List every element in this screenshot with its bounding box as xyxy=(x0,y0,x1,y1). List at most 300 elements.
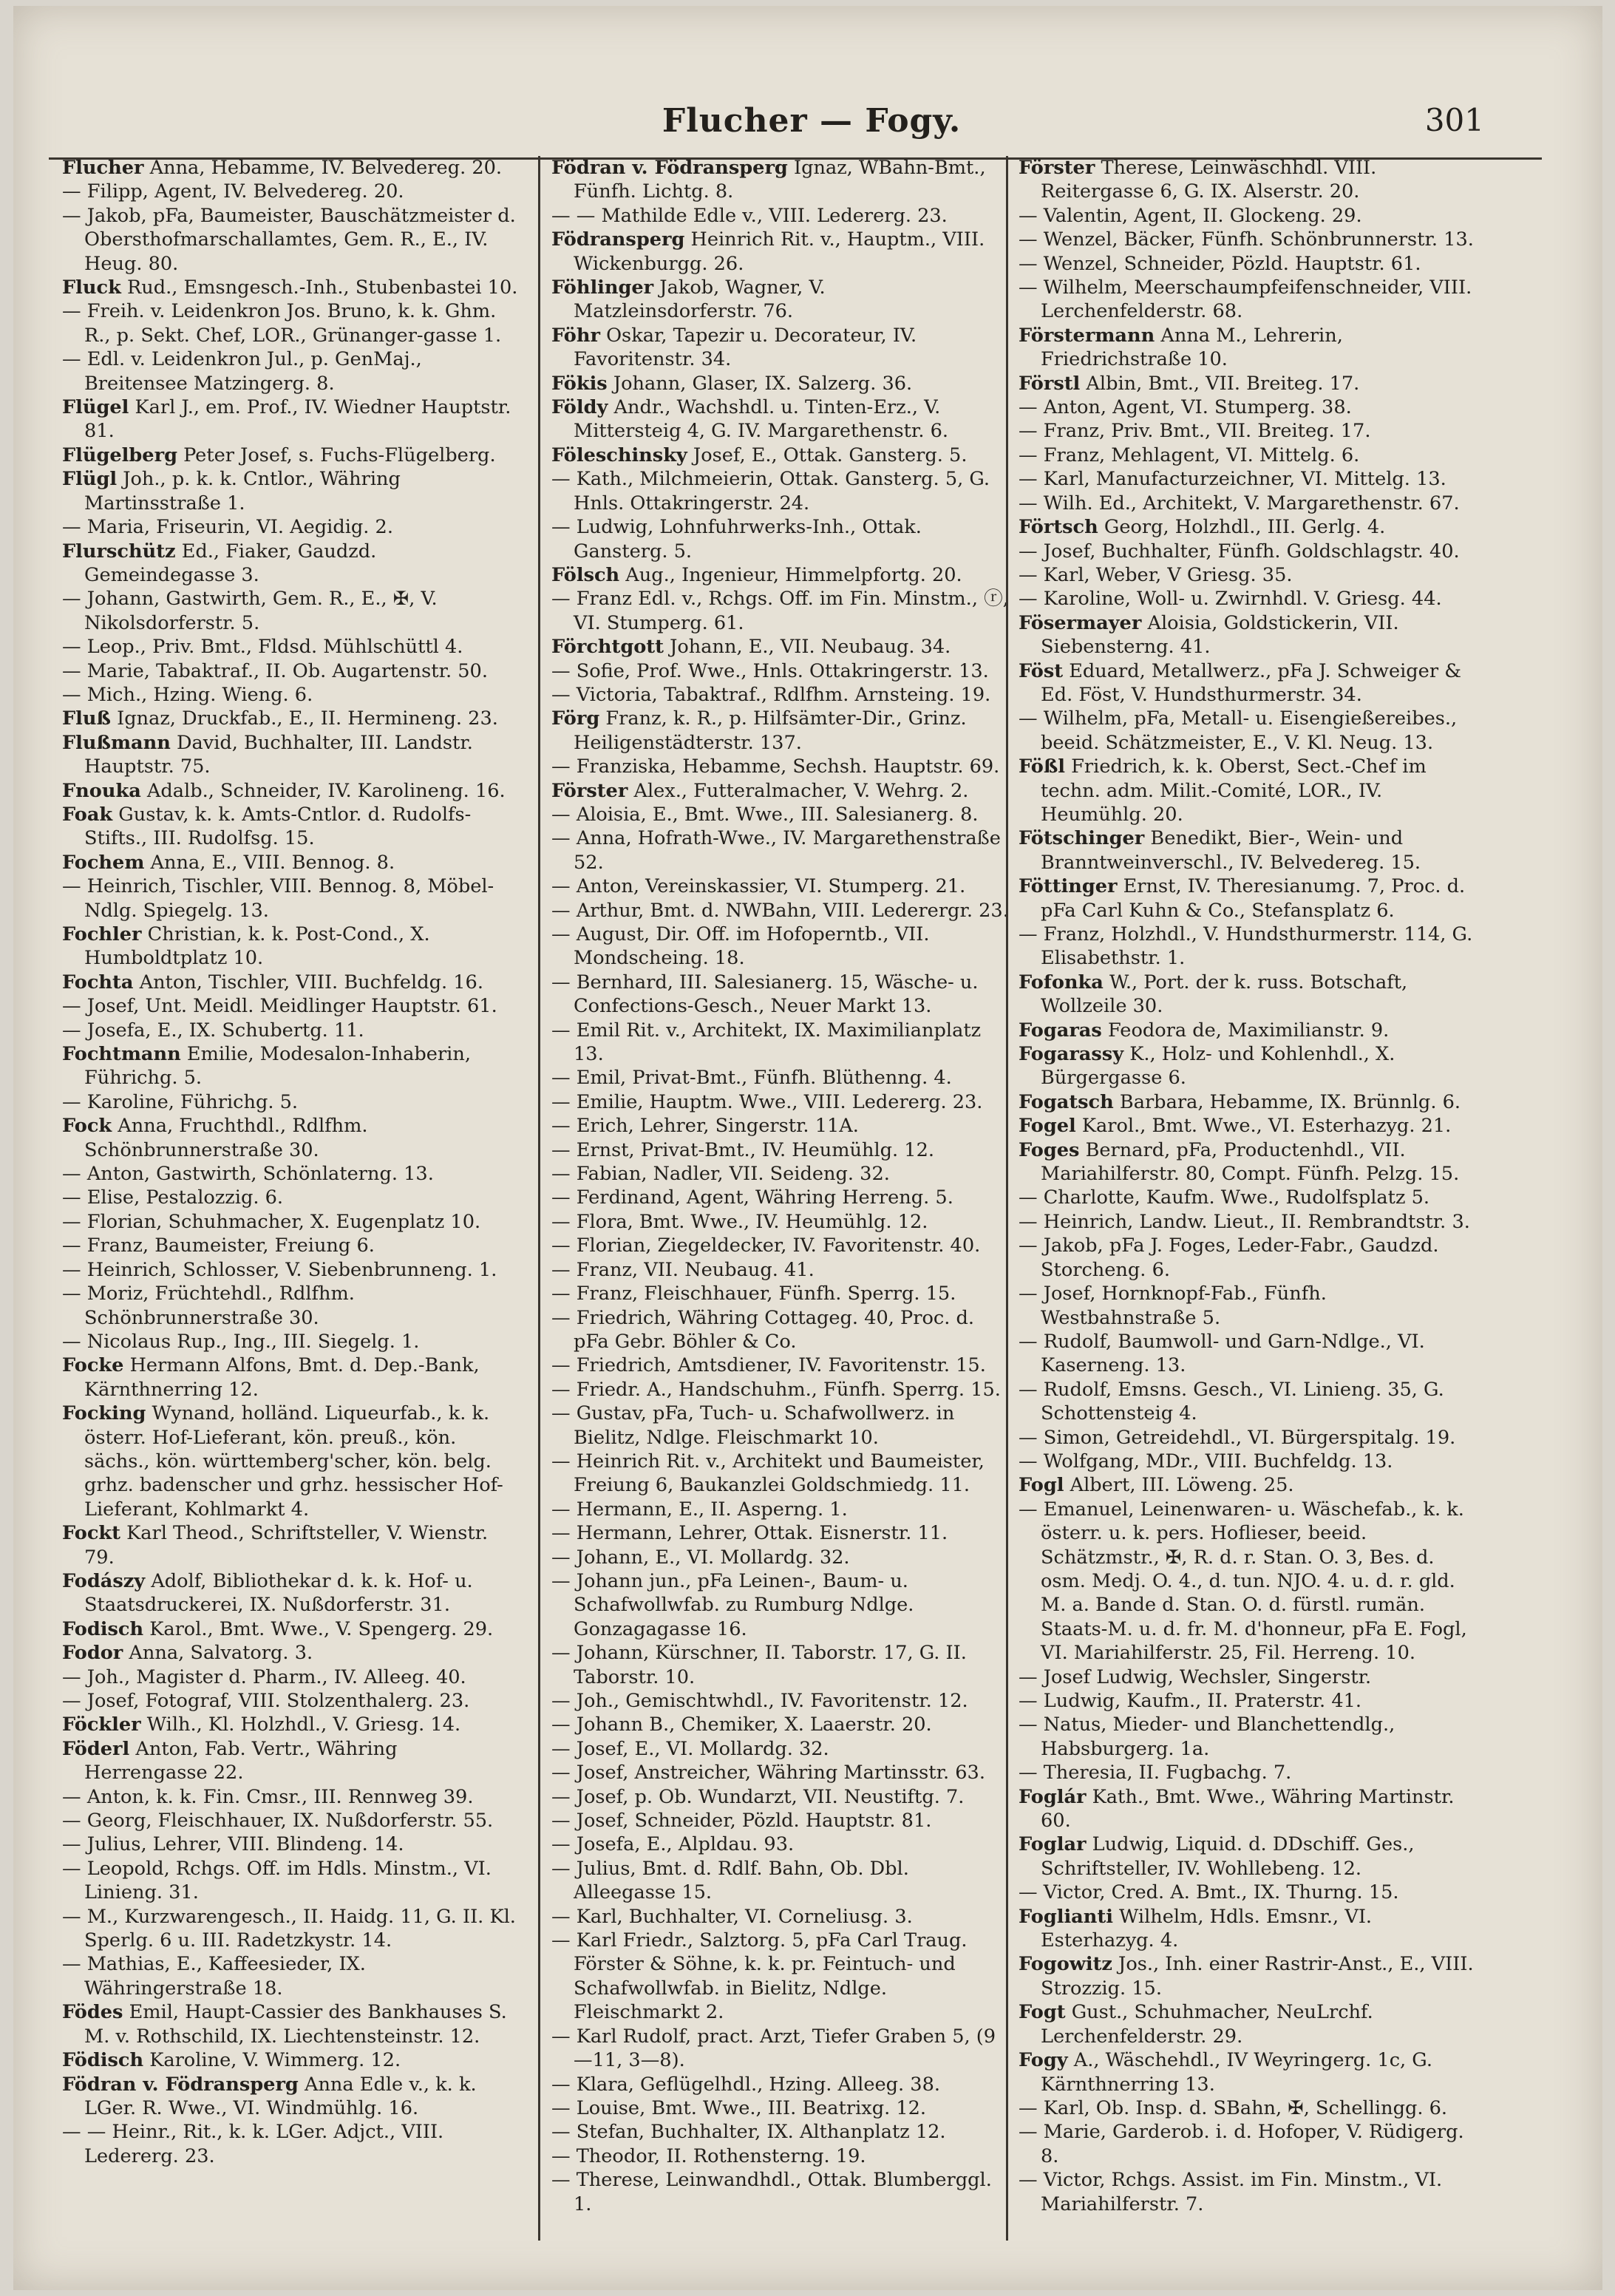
entry-text: Anna M., Lehrerin, Friedrichstraße 10. xyxy=(1041,324,1343,371)
entry-text: — Josef, Fotograf, VIII. Stolzenthalerg. 23. xyxy=(62,1690,470,1712)
entry-text: — Natus, Mieder- und Blanchettendlg., Habsburgerg. 1a. xyxy=(1019,1713,1395,1760)
entry-text: Anna Edle v., k. k. LGer. R. Wwe., VI. Windmühlg. 16. xyxy=(84,2073,477,2119)
entry-text: — Elise, Pestalozzig. 6. xyxy=(62,1186,284,1209)
entry-text: — Heinrich, Tischler, VIII. Bennog. 8, Möbel-Ndlg. Spiegelg. 13. xyxy=(62,875,494,922)
entry-surname: Flügelberg xyxy=(62,444,177,466)
entry-surname: Fogaras xyxy=(1019,1019,1102,1042)
entry-text: — Therese, Leinwandhdl., Ottak. Blumberggl. 1. xyxy=(551,2169,992,2215)
directory-entry xyxy=(62,1569,520,1617)
entry-text: — Emil Rit. v., Architekt, IX. Maximilianplatz 13. xyxy=(551,1019,982,1066)
entry-text: — Victor, Rchgs. Assist. im Fin. Minstm., VI. Mariahilferstr. 7. xyxy=(1019,2169,1443,2215)
directory-entry xyxy=(551,228,1010,276)
directory-entry xyxy=(62,1713,520,1736)
directory-entry xyxy=(1019,1473,1477,1497)
entry-surname: Flurschütz xyxy=(62,540,176,563)
entry-text: — Anton, k. k. Fin. Cmsr., III. Rennweg 39. xyxy=(62,1785,474,1808)
directory-entry xyxy=(62,515,520,539)
entry-surname: Förg xyxy=(551,707,600,730)
entry-text: Peter Josef, s. Fuchs-Flügelberg. xyxy=(177,444,496,466)
entry-text: Jakob, Wagner, V. Matzleinsdorferstr. 76. xyxy=(574,276,826,323)
directory-entry xyxy=(551,1809,1010,1833)
entry-text: Emilie, Modesalon-Inhaberin, Führichg. 5. xyxy=(84,1043,471,1090)
directory-entry xyxy=(62,395,520,444)
directory-entry xyxy=(62,683,520,707)
directory-entry xyxy=(551,1450,1010,1498)
entry-text: Joh., p. k. k. Cntlor., Währing Martinsstraße 1. xyxy=(84,468,401,514)
directory-entry xyxy=(62,1258,520,1282)
directory-entry xyxy=(62,1689,520,1713)
entry-surname: Fogl xyxy=(1019,1474,1064,1497)
directory-entry xyxy=(62,1521,520,1569)
entry-text: — Johann B., Chemiker, X. Laaerstr. 20. xyxy=(551,1713,932,1736)
entry-text: Aloisia, Goldstickerin, VII. Siebensterng. 41. xyxy=(1041,611,1399,659)
directory-entry xyxy=(1019,156,1477,204)
entry-text: Heinrich Rit. v., Hauptm., VIII. Wickenburgg. 26. xyxy=(574,228,985,275)
directory-entry xyxy=(1019,1042,1477,1090)
entry-text: — Jakob, pFa, Baumeister, Bauschätzmeister d. Obersthofmarschallamtes, Gem. R., E., IV. Heug. 80. xyxy=(62,204,516,275)
entry-surname: Fodászy xyxy=(62,1569,146,1592)
entry-text: Oskar, Tapezir u. Decorateur, IV. Favoritenstr. 34. xyxy=(574,324,917,371)
directory-entry xyxy=(62,1641,520,1665)
directory-entry xyxy=(551,1066,1010,1090)
directory-entry xyxy=(1019,1713,1477,1761)
directory-entry xyxy=(1019,1665,1477,1689)
entry-text: — Victor, Cred. A. Bmt., IX. Thurng. 15. xyxy=(1019,1881,1399,1904)
directory-entry xyxy=(62,1617,520,1641)
entry-text: — Friedr. A., Handschuhm., Fünfh. Sperrg. 15. xyxy=(551,1378,1001,1401)
directory-entry xyxy=(1019,587,1477,611)
entry-surname: Flügel xyxy=(62,396,129,419)
directory-entry xyxy=(62,1330,520,1354)
directory-entry xyxy=(551,1641,1010,1689)
directory-entry xyxy=(1019,874,1477,923)
entry-surname: Förchtgott xyxy=(551,636,664,659)
directory-entry xyxy=(62,2048,520,2072)
directory-entry xyxy=(1019,1186,1477,1209)
directory-entry xyxy=(1019,563,1477,587)
entry-text: — Josef, Unt. Meidl. Meidlinger Hauptstr. 61. xyxy=(62,995,497,1018)
entry-surname: Fluß xyxy=(62,707,111,730)
directory-entry xyxy=(551,2073,1010,2096)
directory-entry xyxy=(551,1186,1010,1209)
entry-surname: Fochtmann xyxy=(62,1043,181,1066)
column-3 xyxy=(1019,156,1477,2248)
entry-text: — Hermann, Lehrer, Ottak. Eisnerstr. 11. xyxy=(551,1522,948,1545)
directory-entry xyxy=(551,1713,1010,1736)
entry-text: Eduard, Metallwerz., pFa J. Schweiger & Ed. Föst, V. Hundsthurmerstr. 34. xyxy=(1041,659,1461,706)
entry-surname: Fösermayer xyxy=(1019,611,1142,634)
directory-entry xyxy=(551,372,1010,395)
entry-text: Franz, k. R., p. Hilfsämter-Dir., Grinz. Heiligenstädterstr. 137. xyxy=(574,707,967,754)
entry-text: — Emanuel, Leinenwaren- u. Wäschefab., k. k. österr. u. k. pers. Hoflieser, beeid. Schätzmstr., ✠, R. d. r. Stan. O. 3, Bes. d. osm. Medj. O. 4., d. tun. NJO. 4. u. d. r. gld. M. a. Bande d. Stan. O. d. fürstl. rumän. Staats-M. u. d. fr. M. d'honneur, pFa E. Fogl, VI. Mariahilferstr. 25, Fil. Herreng. 10. xyxy=(1019,1498,1467,1665)
entry-surname: Föttinger xyxy=(1019,875,1118,898)
directory-entry xyxy=(62,1952,520,2000)
directory-entry xyxy=(551,683,1010,707)
entry-text: — Sofie, Prof. Wwe., Hnls. Ottakringerstr. 13. xyxy=(551,659,989,682)
entry-text: — Wilhelm, pFa, Metall- u. Eisengießereibes., beeid. Schätzmeister, E., V. Kl. Neug. 13. xyxy=(1019,707,1458,754)
directory-entry xyxy=(551,899,1010,923)
directory-entry xyxy=(62,276,520,299)
entry-surname: Fofonka xyxy=(1019,971,1104,994)
directory-entry xyxy=(551,1761,1010,1784)
directory-entry xyxy=(62,1809,520,1833)
entry-text: — Stefan, Buchhalter, IX. Althanplatz 12. xyxy=(551,2121,946,2144)
directory-entry xyxy=(551,1210,1010,1234)
entry-text: — Theresia, II. Fugbachg. 7. xyxy=(1019,1762,1292,1784)
entry-text: — Flora, Bmt. Wwe., IV. Heumühlg. 12. xyxy=(551,1210,928,1233)
entry-text: Barbara, Hebamme, IX. Brünnlg. 6. xyxy=(1113,1090,1461,1113)
entry-surname: Födran v. Födransperg xyxy=(551,157,788,179)
directory-entry xyxy=(551,2120,1010,2144)
directory-entry xyxy=(1019,467,1477,491)
entry-text: — Joh., Gemischtwhdl., IV. Favoritenstr. 12. xyxy=(551,1690,968,1712)
directory-entry xyxy=(1019,2120,1477,2168)
entry-text: Alex., Futteralmacher, V. Wehrg. 2. xyxy=(628,779,969,802)
directory-entry xyxy=(1019,419,1477,443)
directory-entry xyxy=(62,851,520,874)
entry-text: — Josef, Anstreicher, Währing Martinsstr. 63. xyxy=(551,1762,985,1784)
directory-entry xyxy=(551,1929,1010,2025)
entry-text: — Jakob, pFa J. Foges, Leder-Fabr., Gaudzd. Storcheng. 6. xyxy=(1019,1234,1439,1281)
entry-surname: Fogt xyxy=(1019,2001,1066,2024)
entry-text: — Karl Rudolf, pract. Arzt, Tiefer Graben 5, (9—11, 3—8). xyxy=(551,2025,996,2072)
directory-entry xyxy=(551,1857,1010,1905)
directory-entry xyxy=(62,803,520,851)
directory-entry xyxy=(551,707,1010,755)
entry-surname: Föckler xyxy=(62,1713,141,1736)
entry-text: Gustav, k. k. Amts-Cntlor. d. Rudolfs-Stifts., III. Rudolfsg. 15. xyxy=(84,803,472,850)
column-divider xyxy=(1006,156,1008,2241)
entry-surname: Földy xyxy=(551,396,608,419)
entry-text: — Franz, Baumeister, Freiung 6. xyxy=(62,1234,375,1257)
entry-surname: Flügl xyxy=(62,468,118,491)
entry-text: — Emilie, Hauptm. Wwe., VIII. Ledererg. 23. xyxy=(551,1090,983,1113)
directory-entry xyxy=(551,1306,1010,1354)
entry-surname: Födransperg xyxy=(551,228,685,251)
directory-entry xyxy=(551,659,1010,683)
directory-entry xyxy=(551,1498,1010,1521)
entry-text: — Arthur, Bmt. d. NWBahn, VIII. Lederergr. 23. xyxy=(551,899,1009,922)
directory-entry xyxy=(1019,2168,1477,2216)
entry-text: — Johann, E., VI. Mollardg. 32. xyxy=(551,1546,850,1569)
entry-text: — Florian, Schuhmacher, X. Eugenplatz 10. xyxy=(62,1210,481,1233)
entry-text: — Friedrich, Amtsdiener, IV. Favoritenstr. 15. xyxy=(551,1354,986,1377)
directory-entry xyxy=(551,1138,1010,1162)
entry-text: — Wenzel, Schneider, Pözld. Hauptstr. 61. xyxy=(1019,252,1421,275)
directory-entry xyxy=(1019,1330,1477,1378)
entry-surname: Fogarassy xyxy=(1019,1043,1124,1066)
directory-entry xyxy=(1019,707,1477,755)
entry-text: Georg, Holzhdl., III. Gerlg. 4. xyxy=(1098,516,1386,539)
entry-text: — Kath., Milchmeierin, Ottak. Gansterg. 5, G. Hnls. Ottakringerstr. 24. xyxy=(551,468,990,514)
directory-entry xyxy=(62,1042,520,1090)
entry-surname: Föderl xyxy=(62,1737,130,1760)
directory-entry xyxy=(1019,1282,1477,1330)
directory-entry xyxy=(62,971,520,994)
entry-text: Andr., Wachshdl. u. Tinten-Erz., V. Mittersteig 4, G. IV. Margarethenstr. 6. xyxy=(574,396,949,443)
entry-text: — Hermann, E., II. Asperng. 1. xyxy=(551,1498,848,1521)
directory-entry xyxy=(62,1857,520,1905)
entry-text: Josef, E., Ottak. Gansterg. 5. xyxy=(687,444,968,466)
entry-text: David, Buchhalter, III. Landstr. Hauptstr. 75. xyxy=(84,731,473,778)
entry-text: Karl Theod., Schriftsteller, V. Wienstr. 79. xyxy=(84,1522,489,1569)
entry-text: — Julius, Lehrer, VIII. Blindeng. 14. xyxy=(62,1833,404,1856)
directory-entry xyxy=(62,731,520,779)
entry-surname: Focke xyxy=(62,1354,124,1377)
entry-text: — Marie, Garderob. i. d. Hofoper, V. Rüdigerg. 8. xyxy=(1019,2121,1464,2167)
entry-text: — Wilhelm, Meerschaumpfeifenschneider, VIII. Lerchenfelderstr. 68. xyxy=(1019,276,1472,323)
entry-text: Rud., Emsngesch.-Inh., Stubenbastei 10. xyxy=(120,276,518,299)
entry-text: Christian, k. k. Post-Cond., X. Humboldtplatz 10. xyxy=(84,923,430,970)
entry-text: A., Wäschehdl., IV Weyringerg. 1c, G. Kärnthnerring 13. xyxy=(1041,2049,1432,2096)
directory-entry xyxy=(62,1785,520,1809)
directory-entry xyxy=(62,347,520,395)
directory-entry xyxy=(1019,1881,1477,1904)
page-title: Flucher — Fogy. xyxy=(662,102,962,140)
entry-text: — Karl, Ob. Insp. d. SBahn, ✠, Schellingg. 6. xyxy=(1019,2096,1448,2119)
directory-entry xyxy=(551,467,1010,515)
directory-entry xyxy=(62,180,520,203)
entry-text: — Josef, E., VI. Mollardg. 32. xyxy=(551,1737,829,1760)
directory-entry xyxy=(1019,1090,1477,1114)
entry-text: — Franz, Mehlagent, VI. Mittelg. 6. xyxy=(1019,444,1360,466)
directory-entry xyxy=(62,467,520,515)
entry-text: — Theodor, II. Rothensterng. 19. xyxy=(551,2144,866,2167)
entry-surname: Födisch xyxy=(62,2049,144,2072)
entry-text: — Georg, Fleischhauer, IX. Nußdorferstr. 55. xyxy=(62,1810,494,1833)
entry-text: — Anton, Vereinskassier, VI. Stumperg. 21. xyxy=(551,875,966,898)
directory-entry xyxy=(62,1090,520,1114)
entry-text: — — Heinr., Rit., k. k. LGer. Adjct., VIII. Ledererg. 23. xyxy=(62,2121,444,2167)
entry-text: — Anna, Hofrath-Wwe., IV. Margarethenstraße 52. xyxy=(551,827,1001,874)
directory-entry xyxy=(62,1354,520,1402)
column-2 xyxy=(551,156,1010,2248)
directory-entry xyxy=(1019,826,1477,874)
entry-text: — Gustav, pFa, Tuch- u. Schafwollwerz. in Bielitz, Ndlge. Fleischmarkt 10. xyxy=(551,1402,955,1449)
entry-surname: Fökis xyxy=(551,372,608,395)
page-header xyxy=(13,102,1602,154)
directory-entry xyxy=(1019,2096,1477,2120)
directory-entry xyxy=(551,1833,1010,1856)
entry-text: Anna, Fruchthdl., Rdlfhm. Schönbrunnerstraße 30. xyxy=(84,1115,368,1161)
directory-entry xyxy=(551,1402,1010,1450)
directory-entry xyxy=(1019,1114,1477,1138)
directory-entry xyxy=(551,324,1010,372)
entry-text: — Karl, Buchhalter, VI. Corneliusg. 3. xyxy=(551,1905,913,1928)
directory-entry xyxy=(1019,372,1477,395)
directory-entry xyxy=(62,540,520,588)
column-divider xyxy=(538,156,540,2241)
entry-text: Benedikt, Bier-, Wein- und Branntweinverschl., IV. Belvedereg. 15. xyxy=(1041,827,1421,874)
entry-text: — Ferdinand, Agent, Währing Herreng. 5. xyxy=(551,1186,953,1209)
entry-text: — Josef, Hornknopf-Fab., Fünfh. Westbahnstraße 5. xyxy=(1019,1283,1327,1329)
directory-entry xyxy=(62,1019,520,1042)
directory-entry xyxy=(551,1785,1010,1809)
entry-text: — Josefa, E., IX. Schubertg. 11. xyxy=(62,1019,364,1042)
directory-entry xyxy=(62,1665,520,1689)
entry-surname: Flucher xyxy=(62,157,144,179)
directory-entry xyxy=(551,1546,1010,1569)
entry-surname: Fochler xyxy=(62,923,142,945)
directory-entry xyxy=(551,1378,1010,1402)
entry-surname: Förster xyxy=(1019,157,1095,179)
entry-surname: Fnouka xyxy=(62,779,141,802)
directory-entry xyxy=(1019,2048,1477,2096)
entry-text: Kath., Bmt. Wwe., Währing Martinstr. 60. xyxy=(1041,1785,1455,1833)
entry-text: — Mathias, E., Kaffeesieder, IX. Währingerstraße 18. xyxy=(62,1953,366,2000)
entry-text: — Franz Edl. v., Rchgs. Off. im Fin. Minstm., ⓡ, VI. Stumperg. 61. xyxy=(551,588,1009,634)
column-1 xyxy=(62,156,520,2248)
entry-text: — Marie, Tabaktraf., II. Ob. Augartenstr. 50. xyxy=(62,659,488,682)
entry-text: Karoline, V. Wimmerg. 12. xyxy=(143,2049,401,2072)
directory-entry xyxy=(62,2073,520,2121)
directory-entry xyxy=(551,1258,1010,1282)
directory-entry xyxy=(551,2025,1010,2073)
entry-text: — Klara, Geflügelhdl., Hzing. Alleeg. 38. xyxy=(551,2073,941,2096)
directory-entry xyxy=(1019,755,1477,826)
entry-text: — Julius, Bmt. d. Rdlf. Bahn, Ob. Dbl. Alleegasse 15. xyxy=(551,1857,909,1904)
entry-surname: Foglar xyxy=(1019,1833,1087,1856)
directory-entry xyxy=(551,1689,1010,1713)
entry-text: Johann, Glaser, IX. Salzerg. 36. xyxy=(607,372,913,395)
directory-entry xyxy=(1019,1378,1477,1426)
directory-entry xyxy=(1019,228,1477,251)
entry-text: — Nicolaus Rup., Ing., III. Siegelg. 1. xyxy=(62,1330,420,1353)
entry-text: — August, Dir. Off. im Hofoperntb., VII. Mondscheing. 18. xyxy=(551,923,930,970)
directory-entry xyxy=(62,299,520,347)
entry-text: — Wilh. Ed., Architekt, V. Margarethenstr. 67. xyxy=(1019,492,1460,514)
entry-text: Therese, Leinwäschhdl. VIII. Reitergasse 6, G. IX. Alserstr. 20. xyxy=(1041,157,1377,203)
entry-surname: Foglianti xyxy=(1019,1905,1113,1928)
entry-surname: Focking xyxy=(62,1402,146,1425)
entry-text: — Emil, Privat-Bmt., Fünfh. Blüthenng. 4. xyxy=(551,1067,952,1090)
directory-entry xyxy=(551,1569,1010,1641)
entry-surname: Fölsch xyxy=(551,563,620,586)
entry-text: — Victoria, Tabaktraf., Rdlfhm. Arnsteing. 19. xyxy=(551,683,991,706)
entry-text: — Edl. v. Leidenkron Jul., p. GenMaj., Breitensee Matzingerg. 8. xyxy=(62,348,422,395)
entry-text: — Heinrich, Landw. Lieut., II. Rembrandtstr. 3. xyxy=(1019,1210,1470,1233)
directory-page xyxy=(13,6,1602,2290)
directory-entry xyxy=(1019,971,1477,1019)
entry-text: — Freih. v. Leidenkron Jos. Bruno, k. k. Ghm. R., p. Sekt. Chef, LOR., Grünanger-gasse 1. xyxy=(62,300,502,347)
entry-text: — Karl, Weber, V Griesg. 35. xyxy=(1019,563,1293,586)
directory-entry xyxy=(1019,324,1477,372)
directory-entry xyxy=(1019,1019,1477,1042)
directory-entry xyxy=(1019,1498,1477,1665)
directory-entry xyxy=(1019,659,1477,707)
entry-text: Anna, Hebamme, IV. Belvedereg. 20. xyxy=(143,157,503,179)
entry-text: Ludwig, Liquid. d. DDschiff. Ges., Schriftsteller, IV. Wohllebeng. 12. xyxy=(1041,1833,1415,1880)
entry-text: — Joh., Magister d. Pharm., IV. Alleeg. 40. xyxy=(62,1665,466,1688)
entry-text: — Ludwig, Kaufm., II. Praterstr. 41. xyxy=(1019,1690,1362,1712)
directory-entry xyxy=(551,1162,1010,1186)
entry-text: Johann, E., VII. Neubaug. 34. xyxy=(663,636,951,659)
directory-entry xyxy=(551,971,1010,1019)
directory-entry xyxy=(1019,444,1477,467)
entry-text: — Heinrich Rit. v., Architekt und Baumeister, Freiung 6, Baukanzlei Goldschmiedg. 11. xyxy=(551,1450,985,1497)
entry-surname: Fogowitz xyxy=(1019,1953,1112,1976)
entry-surname: Förstermann xyxy=(1019,324,1155,347)
entry-text: — Simon, Getreidehdl., VI. Bürgerspitalg. 19. xyxy=(1019,1426,1456,1449)
directory-entry xyxy=(1019,492,1477,515)
entry-text: — Rudolf, Emsns. Gesch., VI. Linieng. 35, G. Schottensteig 4. xyxy=(1019,1378,1444,1425)
directory-entry xyxy=(62,1905,520,1953)
directory-entry xyxy=(1019,1905,1477,1953)
directory-entry xyxy=(551,444,1010,467)
entry-text: — Leopold, Rchgs. Off. im Hdls. Minstm., VI. Linieng. 31. xyxy=(62,1857,492,1904)
directory-entry xyxy=(62,1737,520,1785)
directory-entry xyxy=(551,826,1010,874)
entry-text: Anton, Fab. Vertr., Währing Herrengasse 22. xyxy=(84,1737,398,1784)
directory-entry xyxy=(62,1186,520,1209)
entry-text: Gust., Schuhmacher, NeuLrchf. Lerchenfelderstr. 29. xyxy=(1041,2001,1373,2048)
directory-entry xyxy=(551,2096,1010,2120)
entry-text: — Karoline, Woll- u. Zwirnhdl. V. Griesg. 44. xyxy=(1019,588,1442,611)
entry-text: Bernard, pFa, Productenhdl., VII. Mariahilferstr. 80, Compt. Fünfh. Pelzg. 15. xyxy=(1041,1138,1460,1186)
entry-text: — Wolfgang, MDr., VIII. Buchfeldg. 13. xyxy=(1019,1450,1393,1473)
entry-surname: Fötschinger xyxy=(1019,827,1145,850)
entry-text: Aug., Ingenieur, Himmelpfortg. 20. xyxy=(619,563,962,586)
entry-surname: Fogel xyxy=(1019,1115,1076,1138)
entry-text: — Josefa, E., Alpldau. 93. xyxy=(551,1833,795,1856)
directory-entry xyxy=(1019,1426,1477,1450)
directory-entry xyxy=(551,1521,1010,1545)
directory-entry xyxy=(551,1114,1010,1138)
entry-text: — Josef, p. Ob. Wundarzt, VII. Neustiftg. 7. xyxy=(551,1785,965,1808)
entry-text: — Aloisia, E., Bmt. Wwe., III. Salesianerg. 8. xyxy=(551,803,979,826)
directory-entry xyxy=(62,1162,520,1186)
entry-text: Anna, E., VIII. Bennog. 8. xyxy=(144,851,395,874)
entry-text: — Anton, Agent, VI. Stumperg. 38. xyxy=(1019,396,1352,419)
entry-surname: Fock xyxy=(62,1115,112,1138)
directory-entry xyxy=(551,1234,1010,1257)
entry-surname: Födran v. Födransperg xyxy=(62,2073,299,2096)
directory-entry xyxy=(551,923,1010,971)
entry-surname: Fogatsch xyxy=(1019,1090,1114,1113)
entry-text: Feodora de, Maximilianstr. 9. xyxy=(1101,1019,1390,1042)
directory-entry xyxy=(1019,2000,1477,2048)
entry-text: — Bernhard, III. Salesianerg. 15, Wäsche- u. Confections-Gesch., Neuer Markt 13. xyxy=(551,971,979,1018)
entry-text: — Franz, Holzhdl., V. Hundsthurmerstr. 114, G. Elisabethstr. 1. xyxy=(1019,923,1473,970)
directory-entry xyxy=(62,994,520,1018)
entry-text: — Florian, Ziegeldecker, IV. Favoritenstr. 40. xyxy=(551,1234,981,1257)
entry-text: — Maria, Friseurin, VI. Aegidig. 2. xyxy=(62,516,393,539)
entry-text: Anton, Tischler, VIII. Buchfeldg. 16. xyxy=(133,971,483,994)
entry-text: Anna, Salvatorg. 3. xyxy=(123,1642,313,1665)
entry-surname: Föst xyxy=(1019,659,1064,682)
entry-text: — Ludwig, Lohnfuhrwerks-Inh., Ottak. Gansterg. 5. xyxy=(551,516,922,563)
directory-entry xyxy=(551,874,1010,898)
directory-entry xyxy=(551,204,1010,228)
directory-entry xyxy=(62,659,520,683)
directory-entry xyxy=(62,1282,520,1330)
page-number: 301 xyxy=(1424,102,1484,138)
entry-text: — Louise, Bmt. Wwe., III. Beatrixg. 12. xyxy=(551,2096,927,2119)
entry-text: Jos., Inh. einer Rastrir-Anst., E., VIII. Strozzig. 15. xyxy=(1041,1953,1474,2000)
entry-surname: Fochem xyxy=(62,851,145,874)
entry-surname: Födes xyxy=(62,2001,123,2024)
entry-text: — Franziska, Hebamme, Sechsh. Hauptstr. 69. xyxy=(551,755,1000,778)
entry-surname: Fockt xyxy=(62,1522,120,1545)
entry-surname: Fluck xyxy=(62,276,121,299)
entry-text: — Johann jun., pFa Leinen-, Baum- u. Schafwollwfab. zu Rumburg Ndlge. Gonzagagasse 16. xyxy=(551,1569,914,1640)
directory-entry xyxy=(551,515,1010,563)
entry-text: — Franz, VII. Neubaug. 41. xyxy=(551,1258,815,1281)
directory-entry xyxy=(1019,540,1477,563)
entry-text: — Fabian, Nadler, VII. Seideng. 32. xyxy=(551,1163,890,1186)
directory-entry xyxy=(1019,1138,1477,1186)
entry-text: Ignaz, WBahn-Bmt., Fünfh. Lichtg. 8. xyxy=(574,157,986,203)
